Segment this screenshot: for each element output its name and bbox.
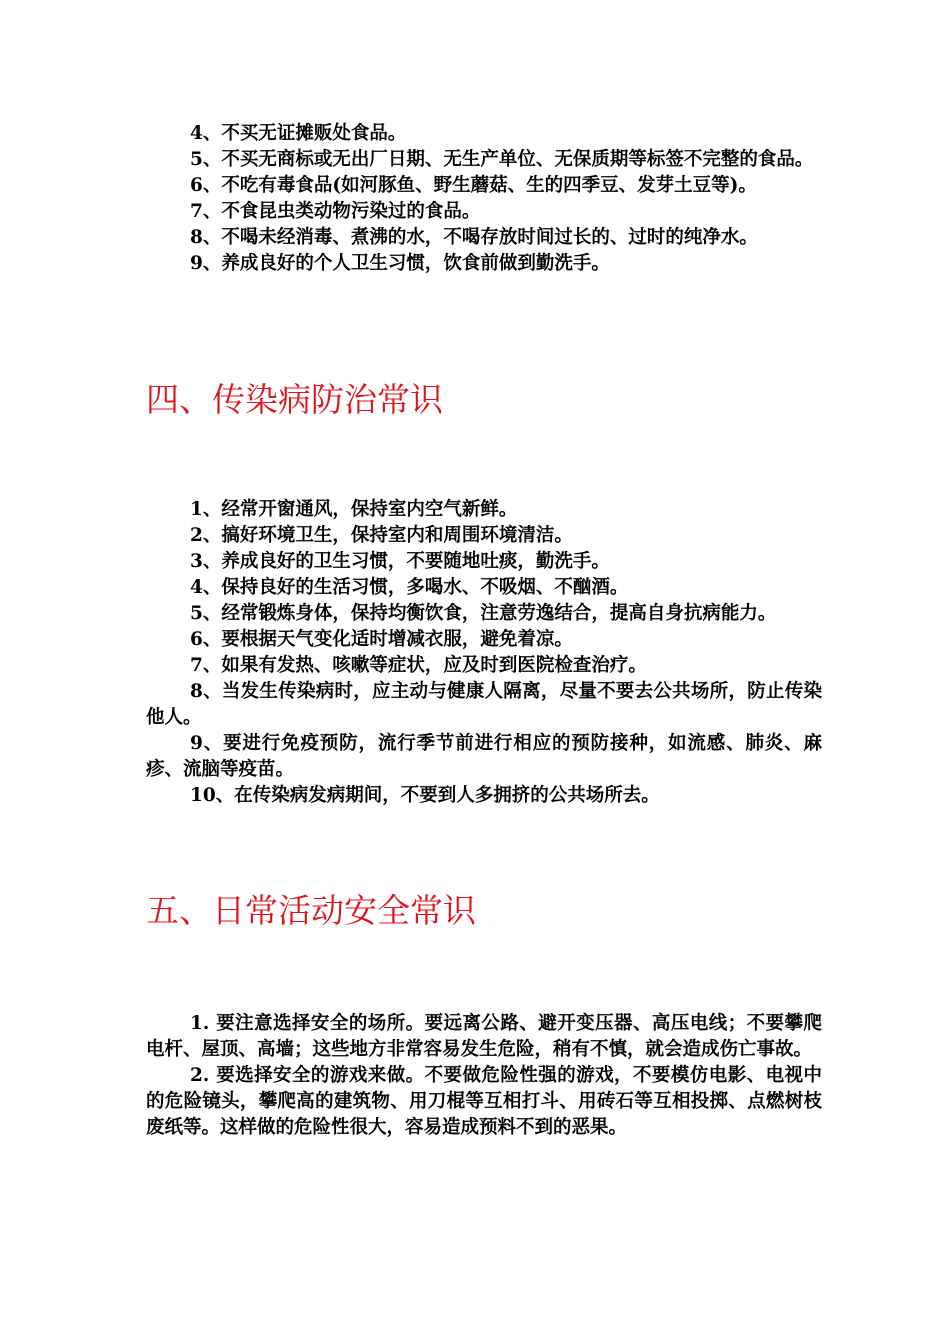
section-heading-daily-activity-safety: 五、日常活动安全常识: [146, 891, 476, 930]
list-item: 9、要进行免疫预防，流行季节前进行相应的预防接种，如流感、肺炎、麻疹、流脑等疫苗。: [146, 733, 822, 780]
section-heading-disease-prevention: 四、传染病防治常识: [146, 380, 443, 419]
list-item: 1. 要注意选择安全的场所。要远离公路、避开变压器、高压电线；不要攀爬电杆、屋顶、高墙；这些地方非常容易发生危险，稍有不慎，就会造成伤亡事故。: [146, 1013, 822, 1060]
list-item: 6、不吃有毒食品(如河豚鱼、野生蘑菇、生的四季豆、发芽土豆等)。: [190, 175, 757, 196]
list-item: 2、搞好环境卫生，保持室内和周围环境清洁。: [190, 525, 573, 546]
list-item: 4、不买无证摊贩处食品。: [190, 123, 407, 144]
list-item: 5、不买无商标或无出厂日期、无生产单位、无保质期等标签不完整的食品。: [190, 149, 814, 170]
list-item: 4、保持良好的生活习惯，多喝水、不吸烟、不酗酒。: [190, 577, 629, 598]
list-item: 7、不食昆虫类动物污染过的食品。: [190, 201, 481, 222]
daily-activity-safety-list: [146, 1011, 822, 1141]
food-safety-list: [146, 121, 822, 277]
list-item: 2. 要选择安全的游戏来做。不要做危险性强的游戏，不要模仿电影、电视中的危险镜头，攀爬高的建筑物、用刀棍等互相打斗、用砖石等互相投掷、点燃树枝废纸等。这样做的危险性很大，容易造成预料不到的恶果。: [146, 1065, 822, 1138]
list-item: 7、如果有发热、咳嗽等症状，应及时到医院检查治疗。: [190, 655, 647, 676]
list-item: 9、养成良好的个人卫生习惯，饮食前做到勤洗手。: [190, 253, 610, 274]
list-item: 3、养成良好的卫生习惯，不要随地吐痰，勤洗手。: [190, 551, 610, 572]
list-item: 1、经常开窗通风，保持室内空气新鲜。: [190, 499, 518, 520]
list-item: 6、要根据天气变化适时增减衣服，避免着凉。: [190, 629, 573, 650]
list-item: 10、在传染病发病期间，不要到人多拥挤的公共场所去。: [190, 785, 660, 806]
list-item: 8、当发生传染病时，应主动与健康人隔离，尽量不要去公共场所，防止传染他人。: [146, 681, 822, 728]
list-item: 5、经常锻炼身体，保持均衡饮食，注意劳逸结合，提高自身抗病能力。: [190, 603, 777, 624]
list-item: 8、不喝未经消毒、煮沸的水，不喝存放时间过长的、过时的纯净水。: [190, 227, 758, 248]
disease-prevention-list: [146, 497, 822, 809]
